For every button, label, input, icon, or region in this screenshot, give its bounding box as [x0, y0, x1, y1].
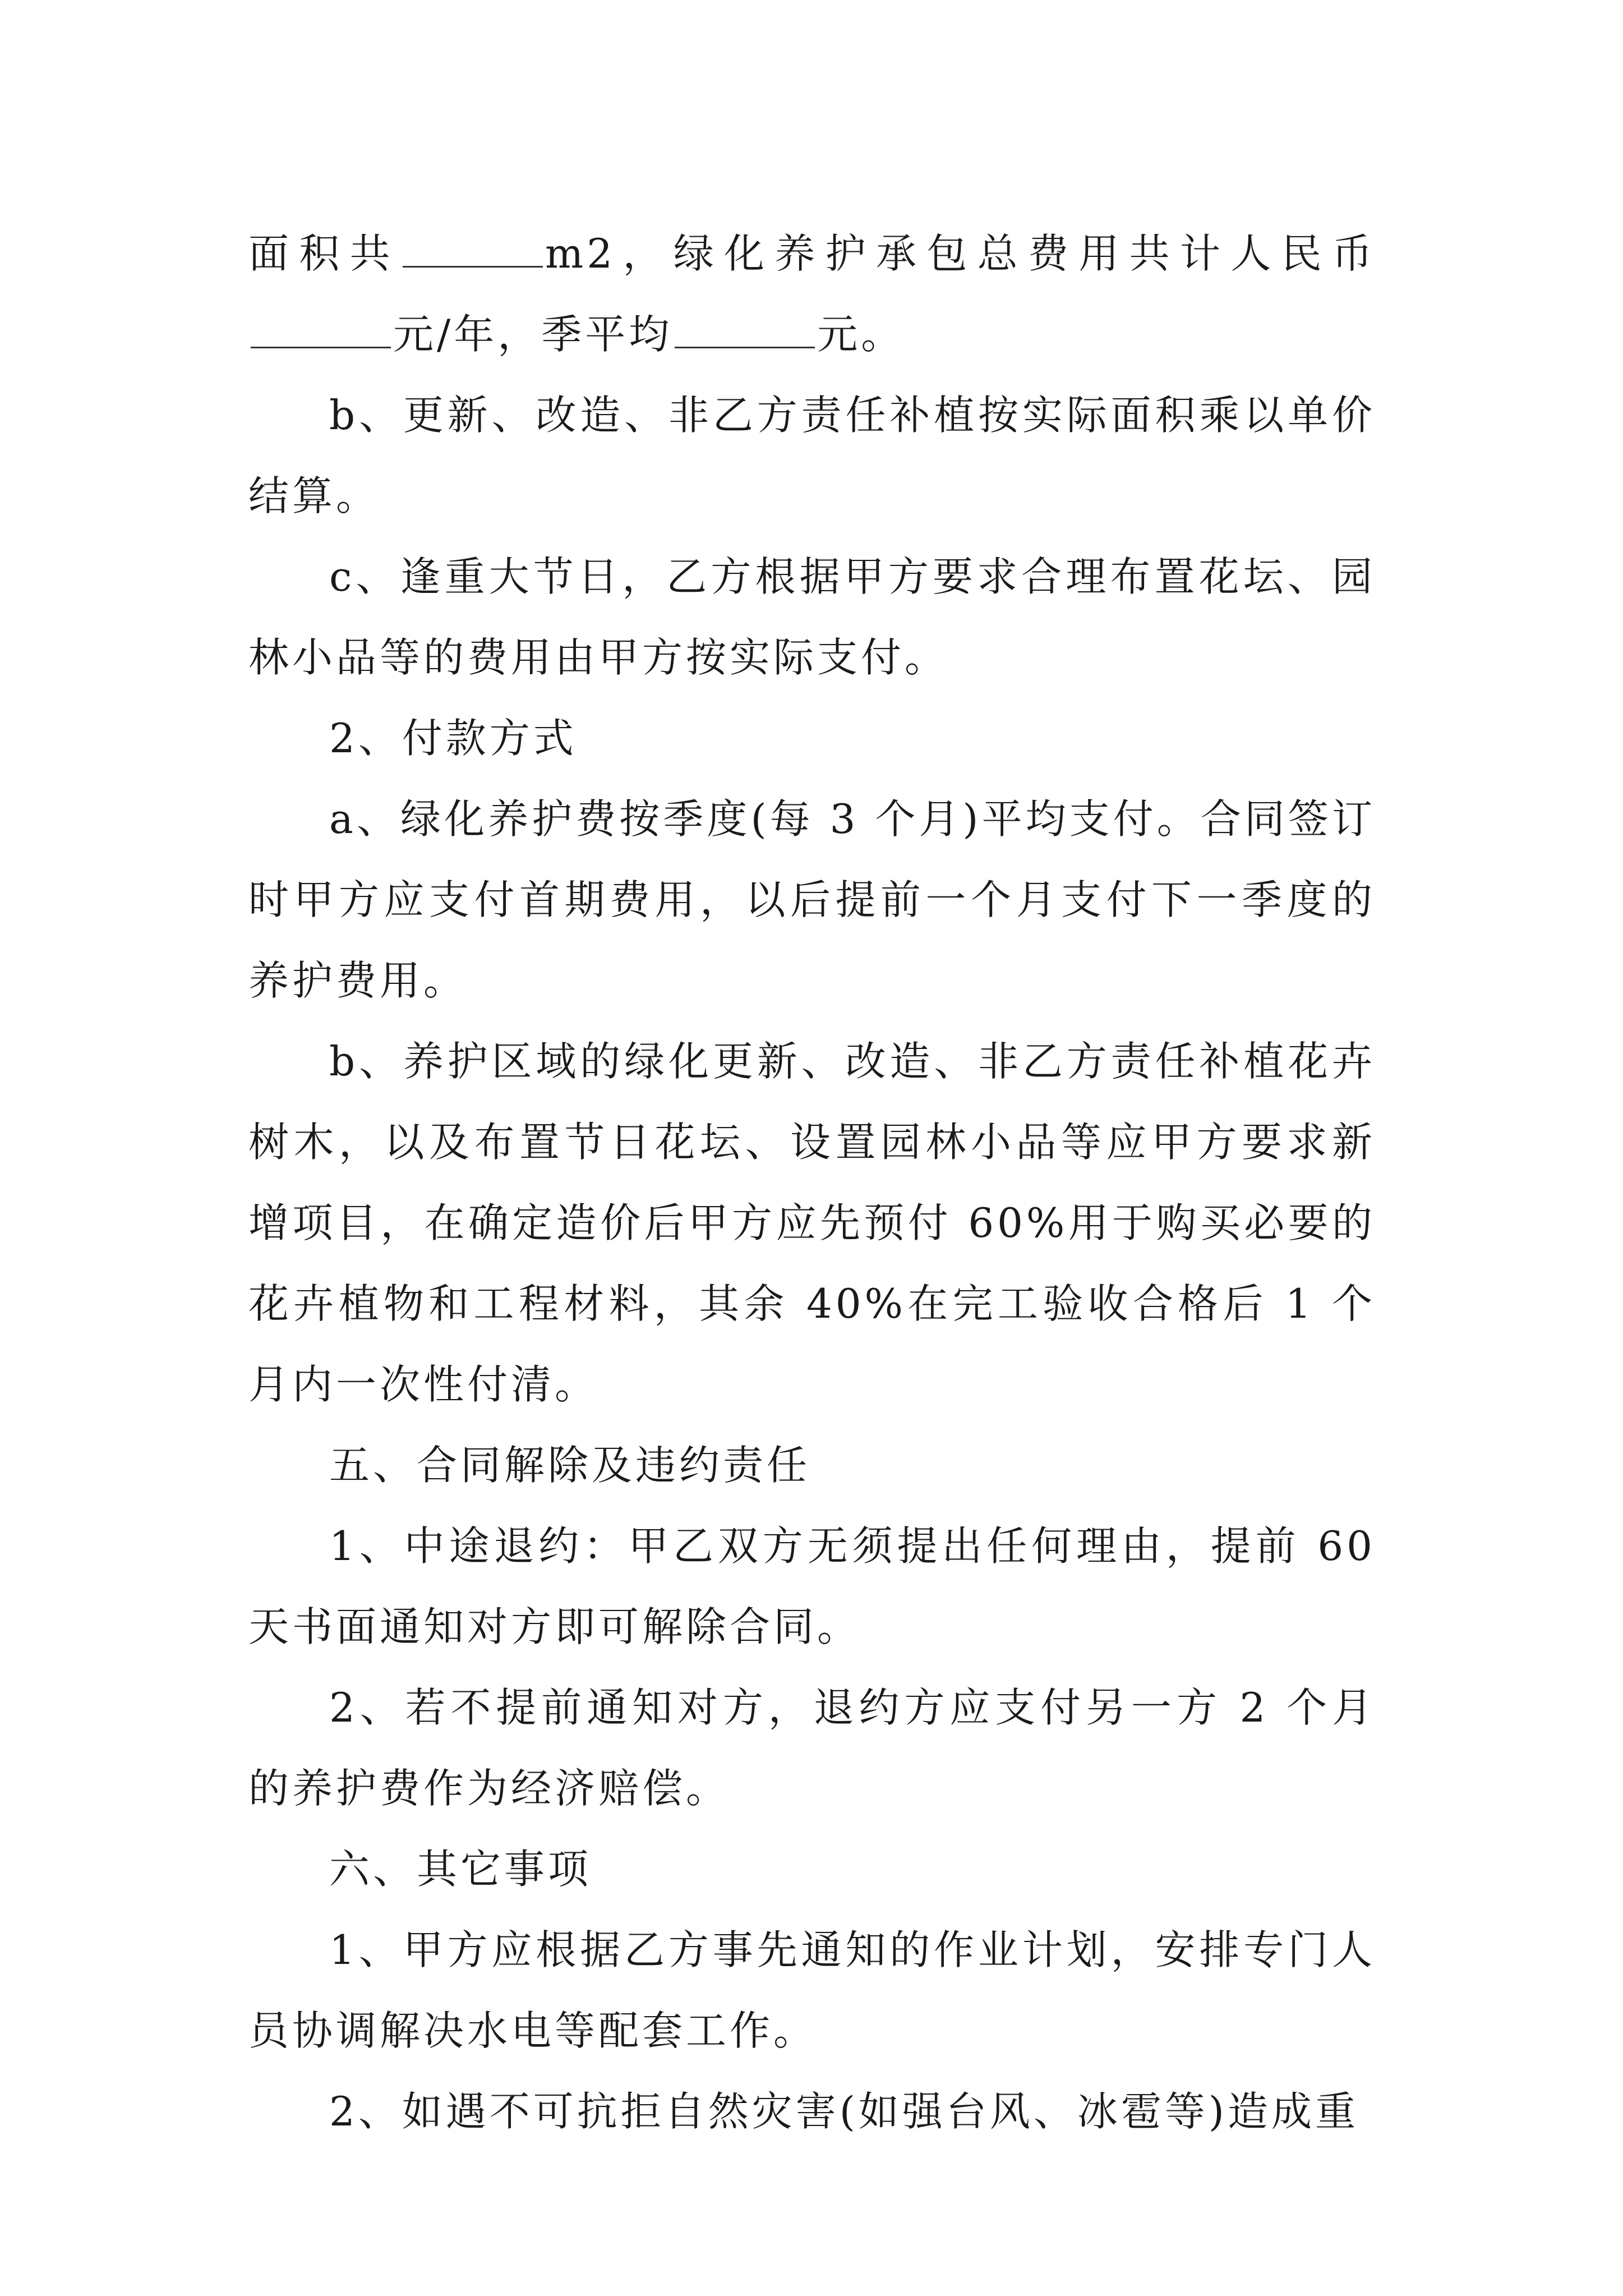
heading-payment-method: 2、付款方式 [329, 715, 577, 762]
paragraph-work-plan: 1、甲方应根据乙方事先通知的作业计划，安排专门人员协调解决水电等配套工作。 [248, 1926, 1376, 2054]
paragraph-b-prepay: b、养护区域的绿化更新、改造、非乙方责任补植花卉树木，以及布置节日花坛、设置园林小品等应甲方要求新增项目，在确定造价后甲方应先预付 60%用于购买必要的花卉植物和工程材料，其余 40%在完工验收合格后 1 个月内一次性付清。 [248, 1038, 1376, 1408]
quarterly-fee-blank [675, 313, 815, 348]
paragraph-c-festival: c、逢重大节日，乙方根据甲方要求合理布置花坛、园林小品等的费用由甲方按实际支付。 [248, 553, 1376, 681]
paragraph-a-quarterly: a、绿化养护费按季度(每 3 个月)平均支付。合同签订时甲方应支付首期费用，以后提前一个月支付下一季度的养护费用。 [248, 795, 1376, 1004]
paragraph-compensation: 2、若不提前通知对方，退约方应支付另一方 2 个月的养护费作为经济赔偿。 [248, 1684, 1376, 1812]
area-label: 面积共 [248, 230, 400, 277]
paragraph-b-renewal: b、更新、改造、非乙方责任补植按实际面积乘以单价结算。 [248, 392, 1376, 519]
area-blank [403, 232, 543, 268]
paragraph-area-fees [248, 213, 1376, 375]
total-fee-label: m2，绿化养护承包总费用共计人民币 [545, 230, 1376, 277]
document-body [248, 213, 1376, 2152]
quarterly-label: 元/年，季平均 [393, 311, 673, 358]
heading-termination: 五、合同解除及违约责任 [329, 1442, 811, 1489]
yearly-fee-blank [251, 313, 391, 348]
paragraph-early-termination: 1、中途退约：甲乙双方无须提出任何理由，提前 60 天书面通知对方即可解除合同。 [248, 1522, 1376, 1650]
heading-other-matters: 六、其它事项 [329, 1846, 592, 1893]
yuan-label: 元。 [817, 311, 905, 358]
paragraph-force-majeure: 2、如遇不可抗拒自然灾害(如强台风、冰雹等)造成重 [329, 2088, 1359, 2135]
